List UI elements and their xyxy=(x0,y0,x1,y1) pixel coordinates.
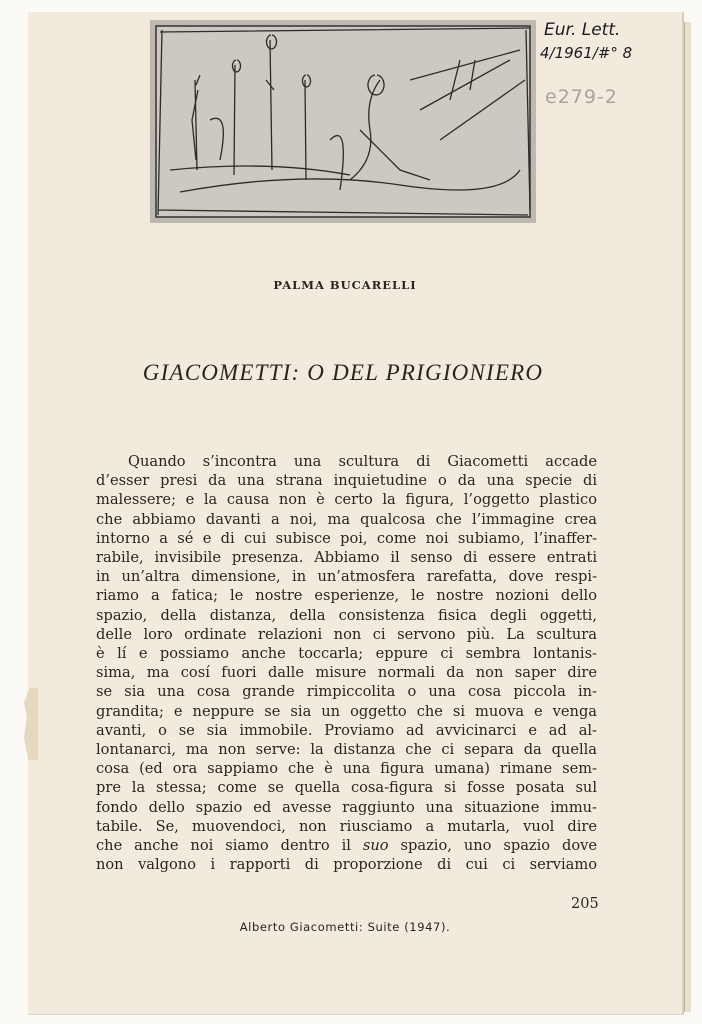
body-line: fondo dello spazio ed avesse raggiunto una situazione immu- xyxy=(96,798,597,816)
pencil-catalog-number: e279-2 xyxy=(545,86,618,108)
body-line: Quando s’incontra una scultura di Giacometti accade xyxy=(128,453,597,470)
body-line: intorno a sé e di cui subisce poi, come noi subiamo, l’inaffer- xyxy=(96,529,597,547)
body-line: tabile. Se, muovendoci, non riusciamo a mutarla, vuol dire xyxy=(96,817,597,835)
handwritten-journal-note: Eur. Lett. xyxy=(544,20,621,40)
body-line: d’esser presi da una strana inquietudine o da una specie di xyxy=(96,472,597,490)
body-line: rabile, invisibile presenza. Abbiamo il senso di essere entrati xyxy=(96,549,597,567)
article-author: PALMA BUCARELLI xyxy=(273,278,417,292)
page-number: 205 xyxy=(571,896,599,912)
illustration-caption: Alberto Giacometti: Suite (1947). xyxy=(239,920,451,934)
body-line: delle loro ordinate relazioni non ci servono più. La scultura xyxy=(96,625,597,643)
body-line: in un’altra dimensione, in un’atmosfera rarefatta, dove respi- xyxy=(96,568,597,586)
body-line: malessere; e la causa non è certo la figura, l’oggetto plastico xyxy=(96,491,597,509)
body-line: avanti, o se sia immobile. Proviamo ad avvicinarci e ad al- xyxy=(96,721,597,739)
article-body xyxy=(96,452,597,874)
article-title: GIACOMETTI: O DEL PRIGIONIERO xyxy=(142,360,544,385)
body-line: è lí e possiamo anche toccarla; eppure ci sembra lontanis- xyxy=(96,645,597,663)
body-line: grandita; e neppure se sia un oggetto che si muova e venga xyxy=(96,702,597,720)
giacometti-sketch-illustration xyxy=(150,20,536,223)
body-line: riamo a fatica; le nostre esperienze, le nostre nozioni dello xyxy=(96,587,597,605)
body-line: non valgono i rapporti di proporzione di cui ci serviamo xyxy=(96,856,597,874)
handwritten-issue-note: 4/1961/#° 8 xyxy=(540,44,633,62)
body-line: spazio, della distanza, della consistenza fisica degli oggetti, xyxy=(96,606,597,624)
body-line: che abbiamo davanti a noi, ma qualcosa che l’immagine crea xyxy=(96,510,597,528)
torn-edge xyxy=(24,688,38,760)
body-line: se sia una cosa grande rimpiccolita o una cosa piccola in- xyxy=(96,683,597,701)
page-edge xyxy=(684,22,691,1012)
body-line: sima, ma cosí fuori dalle misure normali da non saper dire xyxy=(96,664,597,682)
body-line: cosa (ed ora sappiamo che è una figura umana) rimane sem- xyxy=(96,760,597,778)
body-line: che anche noi siamo dentro il suo spazio, uno spazio dove xyxy=(96,837,598,855)
body-line: pre la stessa; come se quella cosa-figura si fosse posata sul xyxy=(96,779,597,797)
body-line: lontanarci, ma non serve: la distanza che ci separa da quella xyxy=(96,741,597,759)
